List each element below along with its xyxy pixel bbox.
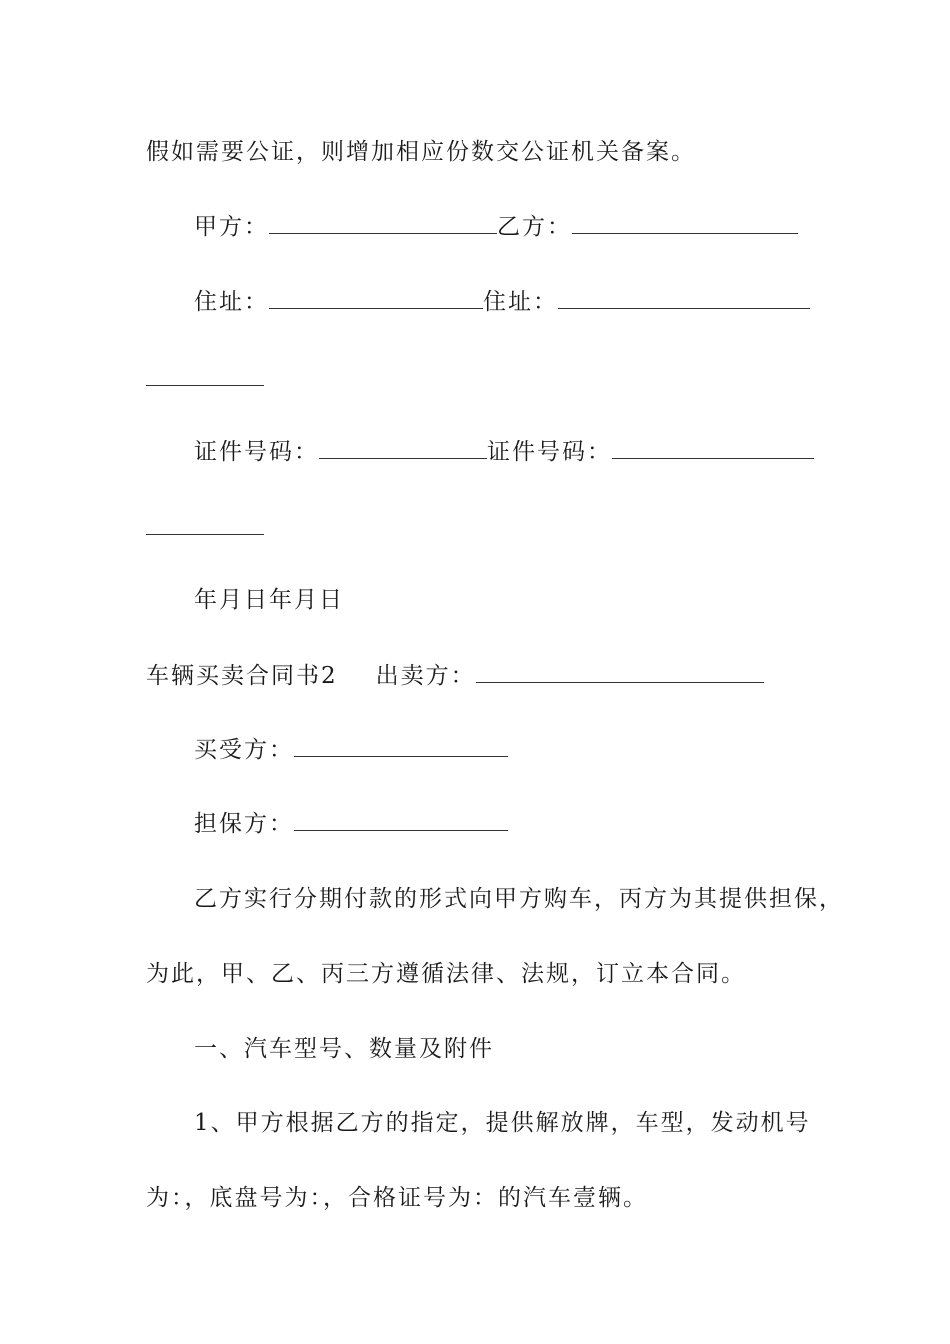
party-line	[194, 212, 798, 242]
item-1-text-2: 为：，底盘号为：，合格证号为：的汽车壹辆。	[146, 1185, 648, 1211]
id-continuation-rule	[146, 534, 264, 535]
item-1-line-2	[146, 1183, 648, 1213]
paragraph-line-2	[146, 959, 746, 989]
party-a-label: 甲方：	[194, 214, 269, 240]
id-a-label: 证件号码：	[194, 439, 319, 465]
item-1-line-1	[194, 1108, 811, 1138]
id-a-blank	[319, 438, 487, 459]
section-heading-text: 一、汽车型号、数量及附件	[194, 1036, 494, 1062]
id-b-label: 证件号码：	[487, 439, 612, 465]
party-b-label: 乙方：	[497, 214, 572, 240]
address-b-blank	[558, 288, 810, 309]
address-continuation-rule	[146, 385, 264, 386]
address-a-blank	[269, 288, 483, 309]
notary-text: 假如需要公证，则增加相应份数交公证机关备案。	[146, 139, 696, 165]
title-seller-line	[146, 661, 764, 691]
date-text: 年月日年月日	[194, 587, 344, 613]
paragraph-line-1	[194, 884, 844, 914]
item-1-text-1: 1、甲方根据乙方的指定，提供解放牌，车型，发动机号	[194, 1110, 811, 1136]
id-b-blank	[612, 438, 814, 459]
address-b-label: 住址：	[483, 289, 558, 315]
address-line	[194, 287, 810, 317]
section-heading-1	[194, 1034, 494, 1064]
id-line	[194, 437, 814, 467]
buyer-blank	[294, 736, 508, 757]
notary-line	[146, 137, 696, 167]
party-b-blank	[572, 213, 798, 234]
guarantor-blank	[294, 810, 508, 831]
seller-label: 出卖方：	[375, 663, 476, 689]
party-a-blank	[269, 213, 497, 234]
address-a-label: 住址：	[194, 289, 269, 315]
paragraph-text-2: 为此，甲、乙、丙三方遵循法律、法规，订立本合同。	[146, 961, 746, 987]
seller-blank	[476, 662, 764, 683]
buyer-label: 买受方：	[194, 737, 294, 763]
guarantor-line	[194, 809, 508, 839]
date-line	[194, 585, 344, 615]
buyer-line	[194, 735, 508, 765]
guarantor-label: 担保方：	[194, 811, 294, 837]
contract-title: 车辆买卖合同书2	[146, 663, 338, 689]
paragraph-text-1: 乙方实行分期付款的形式向甲方购车，丙方为其提供担保，	[194, 886, 844, 912]
